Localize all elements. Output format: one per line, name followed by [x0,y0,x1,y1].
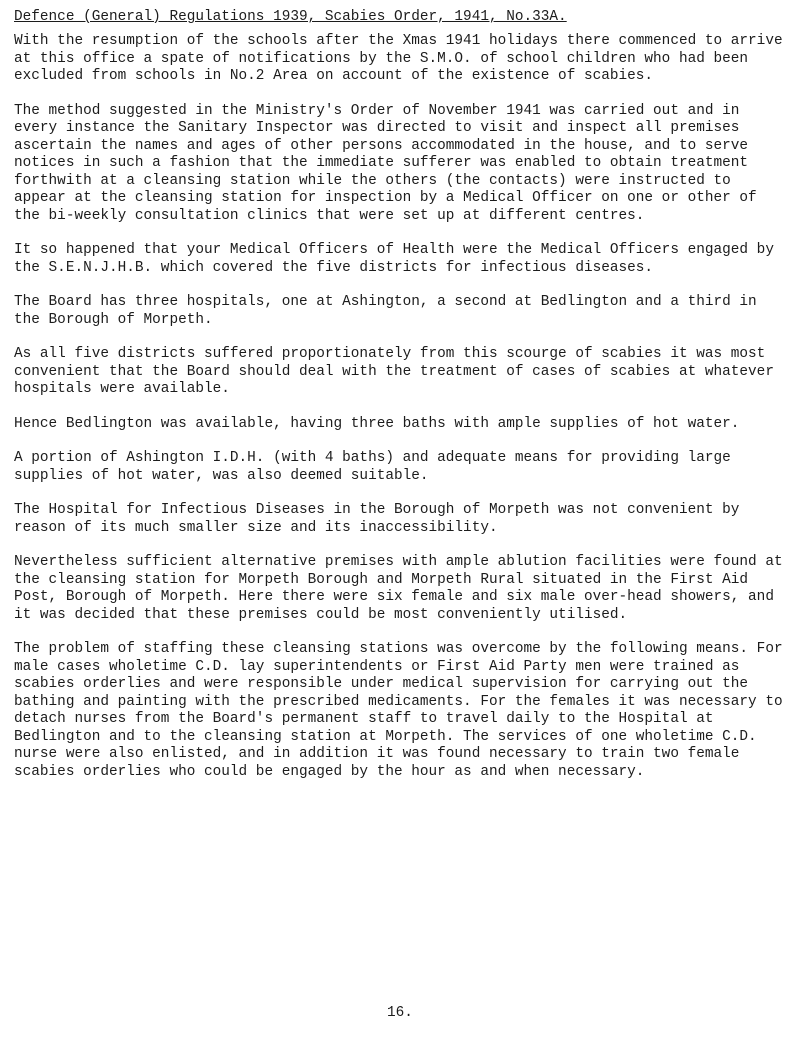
paragraph-bedlington: Hence Bedlington was available, having three baths with ample supplies of hot water. [14,415,740,432]
paragraph-ashington: A portion of Ashington I.D.H. (with 4 baths) and adequate means for providing large supplies of hot water, was also deemed suitable. [14,450,731,484]
paragraph-xmas-notifications: With the resumption of the schools after the Xmas 1941 holidays there commenced to arrive at this office a spate of notifications by the S.M.O. of school children who had been excluded from schools in No.2 Area on account of the existence of scabies. [14,33,783,84]
paragraph-board-hospitals: The Board has three hospitals, one at Ashington, a second at Bedlington and a third in the Borough of Morpeth. [14,294,757,328]
paragraph-staffing: The problem of staffing these cleansing stations was overcome by the following means. For male cases wholetime C.D. lay superintendents or First Aid Party men were trained as scabies orderlies and were responsible under medical supervision for carrying out the bathing and painting with the prescribed medicaments. For the females it was necessary to detach nurses from the Board's permanent staff to travel daily to the Hospital at Bedlington and to the cleansing station at Morpeth. The services of one wholetime C.D. nurse were also enlisted, and in addition it was found necessary to train two female scabies orderlies who could be engaged by the hour as and when necessary. [14,641,783,780]
paragraph-morpeth-hospital: The Hospital for Infectious Diseases in the Borough of Morpeth was not convenient by reason of its much smaller size and its inaccessibility. [14,502,740,536]
page-number: 16. [387,1005,413,1021]
paragraph-ministry-method: The method suggested in the Ministry's Order of November 1941 was carried out and in every instance the Sanitary Inspector was directed to visit and inspect all premises ascertain the names and ages of other persons accommodated in the house, and to serve notices in such a fashion that the immediate sufferer was enabled to obtain treatment forthwith at a cleansing station while the others (the contacts) were instructed to appear at the cleansing station for inspection by a Medical Officer on one or other of the bi-weekly consultation clinics that were set up at different centres. [14,102,757,224]
document-header: Defence (General) Regulations 1939, Scabies Order, 1941, No.33A. [14,9,567,25]
paragraph-medical-officers: It so happened that your Medical Officers of Health were the Medical Officers engaged by the S.E.N.J.H.B. which covered the five districts for infectious diseases. [14,242,774,276]
paragraph-five-districts: As all five districts suffered proportionately from this scourge of scabies it was most convenient that the Board should deal with the treatment of cases of scabies at whatever hospitals were available. [14,346,774,397]
paragraph-alternative-premises: Nevertheless sufficient alternative premises with ample ablution facilities were found at the cleansing station for Morpeth Borough and Morpeth Rural situated in the First Aid Post, Borough of Morpeth. Here there were six female and six male over-head showers, and it was decided that these premises could be most conveniently utilised. [14,554,783,623]
